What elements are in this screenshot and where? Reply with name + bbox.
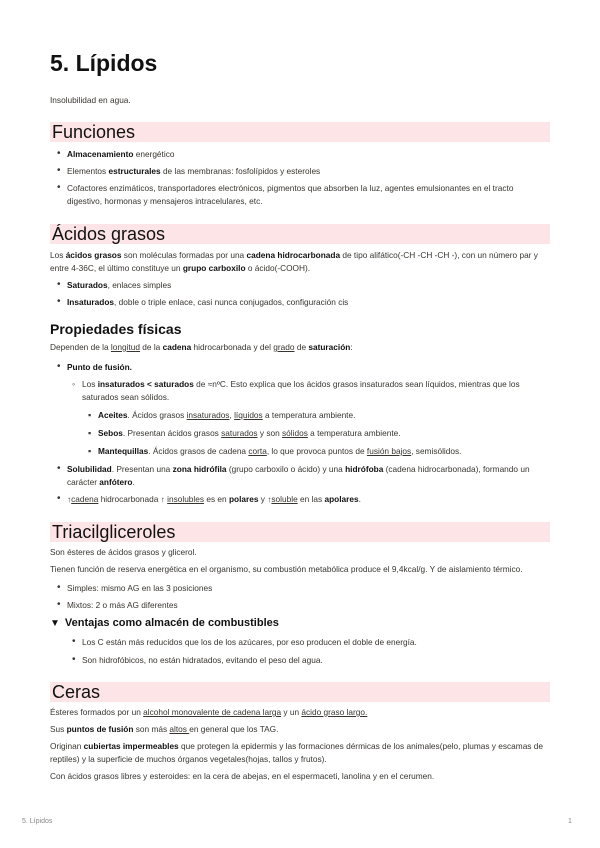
list-item: ▪ Sebos. Presentan ácidos grasos saturados y son sólidos a temperatura ambiente. (98, 427, 538, 440)
list-item: • Son hidrofóbicos, no están hidratados, evitando el peso del agua. (82, 654, 550, 667)
footer-title: 5. Lípidos (22, 818, 53, 825)
heading-funciones: Funciones (50, 122, 550, 142)
list-item: • Los C están más reducidos que los de los azúcares, por eso producen el doble de energía. (82, 636, 550, 649)
list-item: • Cofactores enzimáticos, transportadores electrónicos, pigmentos que absorben la luz, agentes emulsionantes en el tracto digestivo, hormonas y mensajeros intracelulares, etc. (67, 182, 517, 207)
list-item: • Saturados, enlaces simples (67, 279, 550, 292)
triangle-down-icon[interactable]: ▼ (50, 618, 60, 629)
list-item: • Insaturados, doble o triple enlace, casi nunca conjugados, configuración cis (67, 296, 550, 309)
heading-acidos-grasos: Ácidos grasos (50, 224, 550, 244)
list-item: • Almacenamiento energético (67, 148, 550, 161)
paragraph: Originan cubiertas impermeables que protegen la epidermis y las formaciones dérmicas de los animales(pelo, plumas y escamas de reptiles) y la superficie de muchos órganos vegetales(hojas, tallos y frutos). (50, 741, 543, 764)
paragraph: Tienen función de reserva energética en el organismo, su combustión metabólica produce el 9,4kcal/g. Y de aislamiento térmico. (50, 564, 523, 574)
heading-ceras: Ceras (50, 682, 550, 702)
list-item: • Elementos estructurales de las membranas: fosfolípidos y esteroles (67, 165, 550, 178)
intro-text: Insolubilidad en agua. (50, 95, 131, 105)
paragraph: Sus puntos de fusión son más altos en general que los TAG. (50, 724, 279, 734)
list-item: • Punto de fusión. (67, 361, 550, 374)
heading-propiedades: Propiedades físicas (50, 321, 182, 337)
arrow-note: • ↑cadena hidrocarbonada ↑ insolubles es en polares y ↑soluble en las apolares. (67, 493, 550, 506)
paragraph: Dependen de la longitud de la cadena hidrocarbonada y del grado de saturación: (50, 342, 353, 352)
heading-triacilgliceroles: Triacilgliceroles (50, 522, 550, 542)
paragraph: Ésteres formados por un alcohol monovalente de cadena larga y un ácido graso largo. (50, 707, 368, 717)
paragraph: Con ácidos grasos libres y esteroides: en la cera de abejas, en el espermaceti, lanolina y en el cerumen. (50, 771, 435, 781)
list-item: ◦ Los insaturados < saturados de ≈nºC. Esto explica que los ácidos grasos insaturados sean líquidos, mientras que los saturados sean sólidos. (82, 378, 540, 403)
list-item: ▪ Mantequillas. Ácidos grasos de cadena corta, lo que provoca puntos de fusión bajos, semisólidos. (98, 445, 538, 458)
paragraph: Son ésteres de ácidos grasos y glicerol. (50, 547, 197, 557)
page-title: 5. Lípidos (50, 50, 158, 76)
toggle-ventajas[interactable]: ▼ Ventajas como almacén de combustibles (50, 617, 279, 629)
list-item: • Mixtos: 2 o más AG diferentes (67, 599, 550, 612)
list-item: • Solubilidad. Presentan una zona hidrófila (grupo carboxilo o ácido) y una hidrófoba (cadena hidrocarbonada), formando un carácter anfótero. (67, 463, 550, 488)
page-number: 1 (568, 818, 572, 825)
list-item: • Simples: mismo AG en las 3 posiciones (67, 582, 550, 595)
paragraph: Los ácidos grasos son moléculas formadas por una cadena hidrocarbonada de tipo alifático(-CH -CH -CH -), con un número par y entre 4-36C, el último constituye un grupo carboxilo o ácido(-COOH). (50, 250, 538, 273)
list-item: ▪ Aceites. Ácidos grasos insaturados, líquidos a temperatura ambiente. (98, 409, 538, 422)
